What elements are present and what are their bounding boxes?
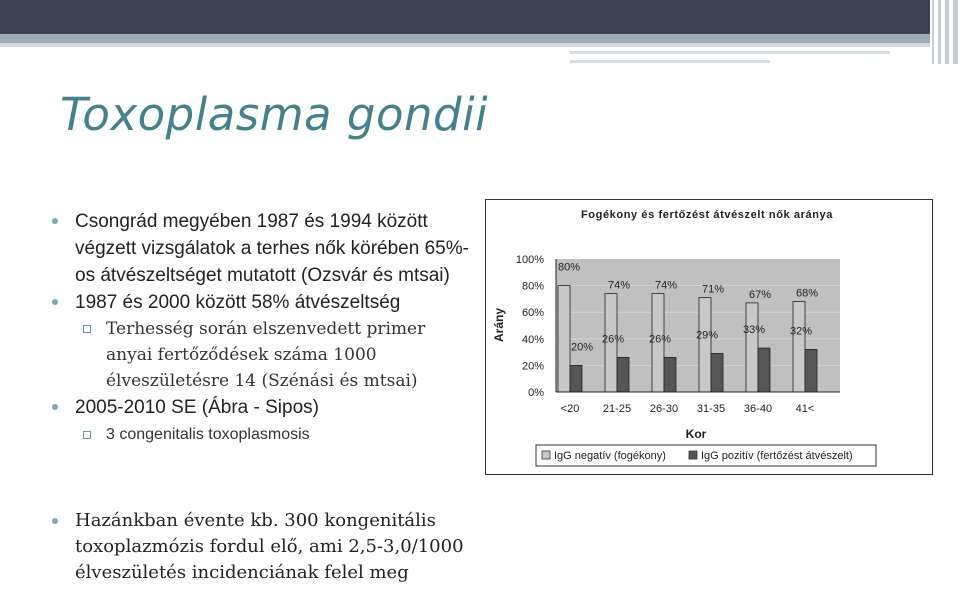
bar-negative [558, 286, 570, 392]
legend-label-positive: IgG pozitív (fertőzést átvészelt) [701, 450, 853, 462]
bar-positive [570, 365, 582, 392]
y-tick-label: 100% [515, 254, 544, 266]
bar-value-label: 68% [795, 287, 819, 300]
header-band [0, 34, 930, 43]
bar-value-label: 71% [701, 283, 725, 296]
bar-negative [793, 302, 805, 392]
bar-positive [711, 353, 723, 392]
bar-value-label: 32% [789, 325, 813, 338]
header-stripe [953, 0, 958, 64]
x-tick-label: 36-40 [743, 403, 773, 415]
x-axis-label: Kor [685, 427, 707, 441]
legend [536, 445, 876, 466]
y-tick-label: 20% [521, 360, 544, 373]
bar-chart [486, 200, 932, 474]
header-stripe [932, 0, 934, 64]
bullet-item: 2005-2010 SE (Ábra - Sipos) [50, 394, 470, 421]
header-band-light [0, 43, 930, 47]
bar-value-label: 20% [570, 341, 594, 354]
bar-positive [664, 357, 676, 392]
header-bar [0, 0, 930, 34]
bottom-bullet-list [50, 508, 470, 586]
sub-bullet-item: Terhesség során elszenvedett primer anyai fertőződések száma 1000 élveszületésre 14 (Szénási és mtsai) [83, 316, 470, 394]
bar-value-label: 26% [648, 333, 672, 346]
bar-negative [746, 303, 758, 392]
y-tick-label: 0% [528, 387, 544, 399]
bar-value-label: 80% [557, 261, 581, 274]
legend-label-negative: IgG negatív (fogékony) [554, 450, 666, 462]
bar-positive [805, 349, 817, 392]
bar-value-label: 74% [654, 279, 678, 292]
x-tick-label: 26-30 [649, 403, 679, 415]
bar-value-label: 26% [601, 333, 625, 346]
sub-bullet-item: 3 congenitalis toxoplasmosis [83, 424, 470, 446]
bullet-item: Csongrád megyében 1987 és 1994 között végzett vizsgálatok a terhes nők körében 65%-os átvészeltséget mutatott (Ozsvár és mtsai) [50, 208, 470, 289]
header-line [570, 51, 890, 54]
header-stripe [945, 0, 949, 64]
x-tick-label: 21-25 [602, 403, 632, 415]
bar-value-label: 29% [695, 329, 719, 342]
bar-value-label: 67% [748, 288, 772, 301]
x-tick-label: <20 [560, 403, 580, 415]
x-tick-label: 41< [795, 403, 815, 415]
bar-value-label: 33% [742, 324, 766, 337]
slide-title: Toxoplasma gondii [60, 88, 489, 141]
x-tick-label: 31-35 [696, 403, 726, 415]
header-stripe [938, 0, 941, 64]
bullet-item: 1987 és 2000 között 58% átvészeltség [50, 289, 470, 316]
chart-frame [485, 199, 933, 475]
bar-value-label: 74% [607, 279, 631, 292]
y-axis-ticks [516, 254, 544, 399]
legend-swatch-negative [542, 451, 550, 459]
y-axis-label: Arány [492, 307, 506, 343]
bullet-list [50, 208, 470, 446]
header-line-short [570, 60, 770, 63]
chart-title: Fogékony és fertőzést átvészelt nők aránya [580, 209, 834, 221]
bullet-item: Hazánkban évente kb. 300 kongenitális toxoplazmózis fordul elő, ami 2,5-3,0/1000 élveszületés incidenciának felel meg [50, 508, 470, 586]
y-tick-label: 40% [521, 333, 544, 346]
legend-swatch-positive [689, 451, 697, 459]
bar-positive [617, 357, 629, 392]
bar-positive [758, 348, 770, 392]
y-tick-label: 80% [521, 280, 544, 293]
bar-negative [699, 298, 711, 392]
y-tick-label: 60% [521, 307, 544, 320]
